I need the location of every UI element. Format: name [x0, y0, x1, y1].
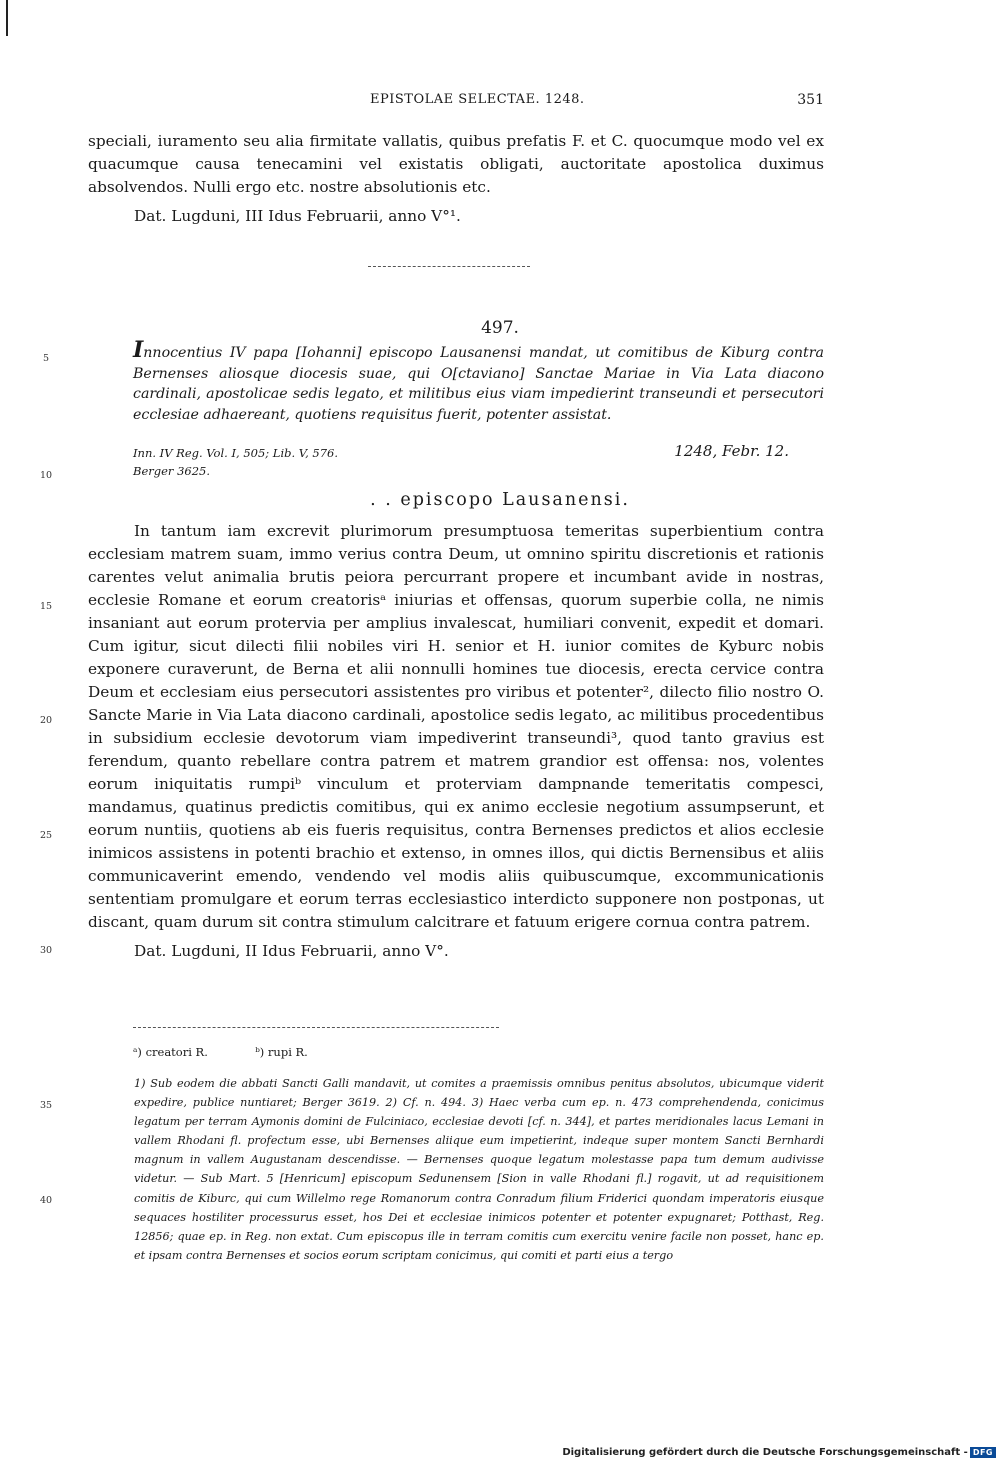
- regest-text: nnocentius IV papa [Iohanni] episcopo Lausanensi mandat, ut comitibus de Kiburg contra Bernenses aliosque diocesis suae, qui O[ctaviano] Sanctae Mariae in Via Lata diacono cardinali, apostolicae sedis legato, et militibus eius viam impedierint transeundi et persecutori ecclesiae adhaereant, quotiens requisitus fuerit, potenter assistat.: [133, 345, 824, 423]
- regest-initial: I: [133, 337, 144, 363]
- line-number-25: 25: [39, 830, 53, 841]
- letter-date-line: Dat. Lugduni, II Idus Februarii, anno V°.: [134, 942, 449, 960]
- textual-annotations: [133, 1045, 308, 1059]
- continuation-paragraph: speciali, iuramento seu alia firmitate vallatis, quibus prefatis F. et C. quocumque modo vel ex quacumque causa tenecamini vel existatis obligati, auctoritate apostolica duximus absolvendos. Nulli ergo etc. nostre absolutionis etc.: [88, 132, 824, 196]
- digitization-credit: [562, 1447, 996, 1458]
- line-number-20: 20: [39, 715, 53, 726]
- scan-edge-mark: [6, 0, 8, 36]
- footnotes: 1) Sub eodem die abbati Sancti Galli mandavit, ut comites a praemissis omnibus penitus absolutos, ubicumque viderit expedire, publice nuntiaret; Berger 3619. 2) Cf. n. 494. 3) Haec verba cum ep. n. 473 comprehendenda, conicimus legatum per terram Aymonis domini de Fulciniaco, ecclesiae devoti [cf. n. 344], et partes meridionales lacus Lemani in vallem Rhodani fl. profectum esse, ubi Bernenses aliique eum impetierint, indeque super montem Sancti Bernhardi magnum in vallem Augustanam descendisse. — Bernenses quoque legatum molestasse papa tum demum audivisse videtur. — Sub Mart. 5 [Henricum] episcopum Sedunensem [Sion in valle Rhodani fl.] rogavit, ut ad requisitionem comitis de Kiburc, qui cum Willelmo rege Romanorum contra Conradum filium Friderici quondam imperatoris eiusque sequaces hostiliter processurus esset, hos Dei et ecclesiae inimicos potenter et potenter expugnaret; Potthast, Reg. 12856; quae ep. in Reg. non extat. Cum episcopus ille in terram comitis cum exercitu venire facile non posset, hanc ep. et ipsam contra Bernenses et socios eorum scriptam conicimus, qui comiti et parti eius a tergo: [134, 1077, 824, 1262]
- annotation-a: ᵃ) creatori R.: [133, 1045, 208, 1059]
- line-number-35: 35: [39, 1100, 53, 1111]
- sources-berger: Berger 3625.: [133, 464, 210, 478]
- footnote-divider: [133, 1027, 499, 1028]
- dfg-logo: DFG: [970, 1447, 996, 1458]
- annotation-b: ᵇ) rupi R.: [255, 1045, 308, 1059]
- credit-text: Digitalisierung gefördert durch die Deutsche Forschungsgemeinschaft -: [562, 1447, 968, 1458]
- line-number-30: 30: [39, 945, 53, 956]
- continuation-block: [88, 130, 824, 228]
- line-number-10: 10: [39, 470, 53, 481]
- letter-body: In tantum iam excrevit plurimorum presumptuosa temeritas superbientium contra ecclesiam matrem suam, immo verius contra Deum, ut omnino spiritu discretionis et rationis carentes velut animalia brutis peiora percurrant propere et incumbant avide in nostras, ecclesie Romane et eorum creatorisᵃ iniurias et offensas, quorum superbie colla, ne nimis insaniant aut eorum protervia per amplius invalescat, humiliari convenit, expedit et domari. Cum igitur, sicut dilecti filii nobiles viri H. senior et H. iunior comites de Kyburc nobis exponere curaverunt, de Berna et alii nonnulli homines tue diocesis, erecta cervice contra Deum et ecclesiam eius persecutori assistentes pro viribus et potenter², dilecto filio nostro O. Sancte Marie in Via Lata diacono cardinali, apostolice sedis legato, ac militibus procedentibus in subsidium ecclesie devotorum viam impediverint transeundi³, quod tanto gravius est ferendum, quanto rebellare contra patrem et matrem grandior est offensa: nos, volentes eorum iniquitatis rumpiᵇ vinculum et proterviam dampnande temeritatis compesci, mandamus, quatinus predictis comitibus, qui ex animo ecclesie negotium assumpserunt, et eorum nuntiis, quotiens ab eis fueris requisitus, contra Bernenses predictos et alios ecclesie inimicos assistens in potenti brachio et extenso, in omnes illos, qui dictis Bernensibus et aliis communicaverint emendo, vendendo vel modis aliis quibuscumque, excommunicationis sententiam promulgare et eorum terras ecclesiastico interdicto supponere non postponas, ut discant, quam durum sit contra stimulum calcitrare et fatuum erigere cornua contra patrem.: [88, 522, 824, 931]
- regest: [133, 337, 824, 425]
- sources: [133, 444, 789, 480]
- sources-register: Inn. IV Reg. Vol. I, 505; Lib. V, 576.: [133, 446, 339, 460]
- document-date: 1248, Febr. 12.: [674, 442, 789, 460]
- line-number-40: 40: [39, 1195, 53, 1206]
- addressee: . . episcopo Lausanensi.: [370, 490, 630, 510]
- section-divider: [368, 266, 530, 267]
- document-number: 497.: [481, 318, 519, 338]
- line-number-15: 15: [39, 601, 53, 612]
- page-header: [88, 92, 824, 114]
- line-number-5: 5: [42, 353, 50, 364]
- continuation-date-line: Dat. Lugduni, III Idus Februarii, anno V°¹.: [134, 207, 461, 225]
- letter-body-block: [88, 520, 824, 963]
- page-number: 351: [797, 92, 824, 108]
- running-title: EPISTOLAE SELECTAE. 1248.: [370, 92, 585, 107]
